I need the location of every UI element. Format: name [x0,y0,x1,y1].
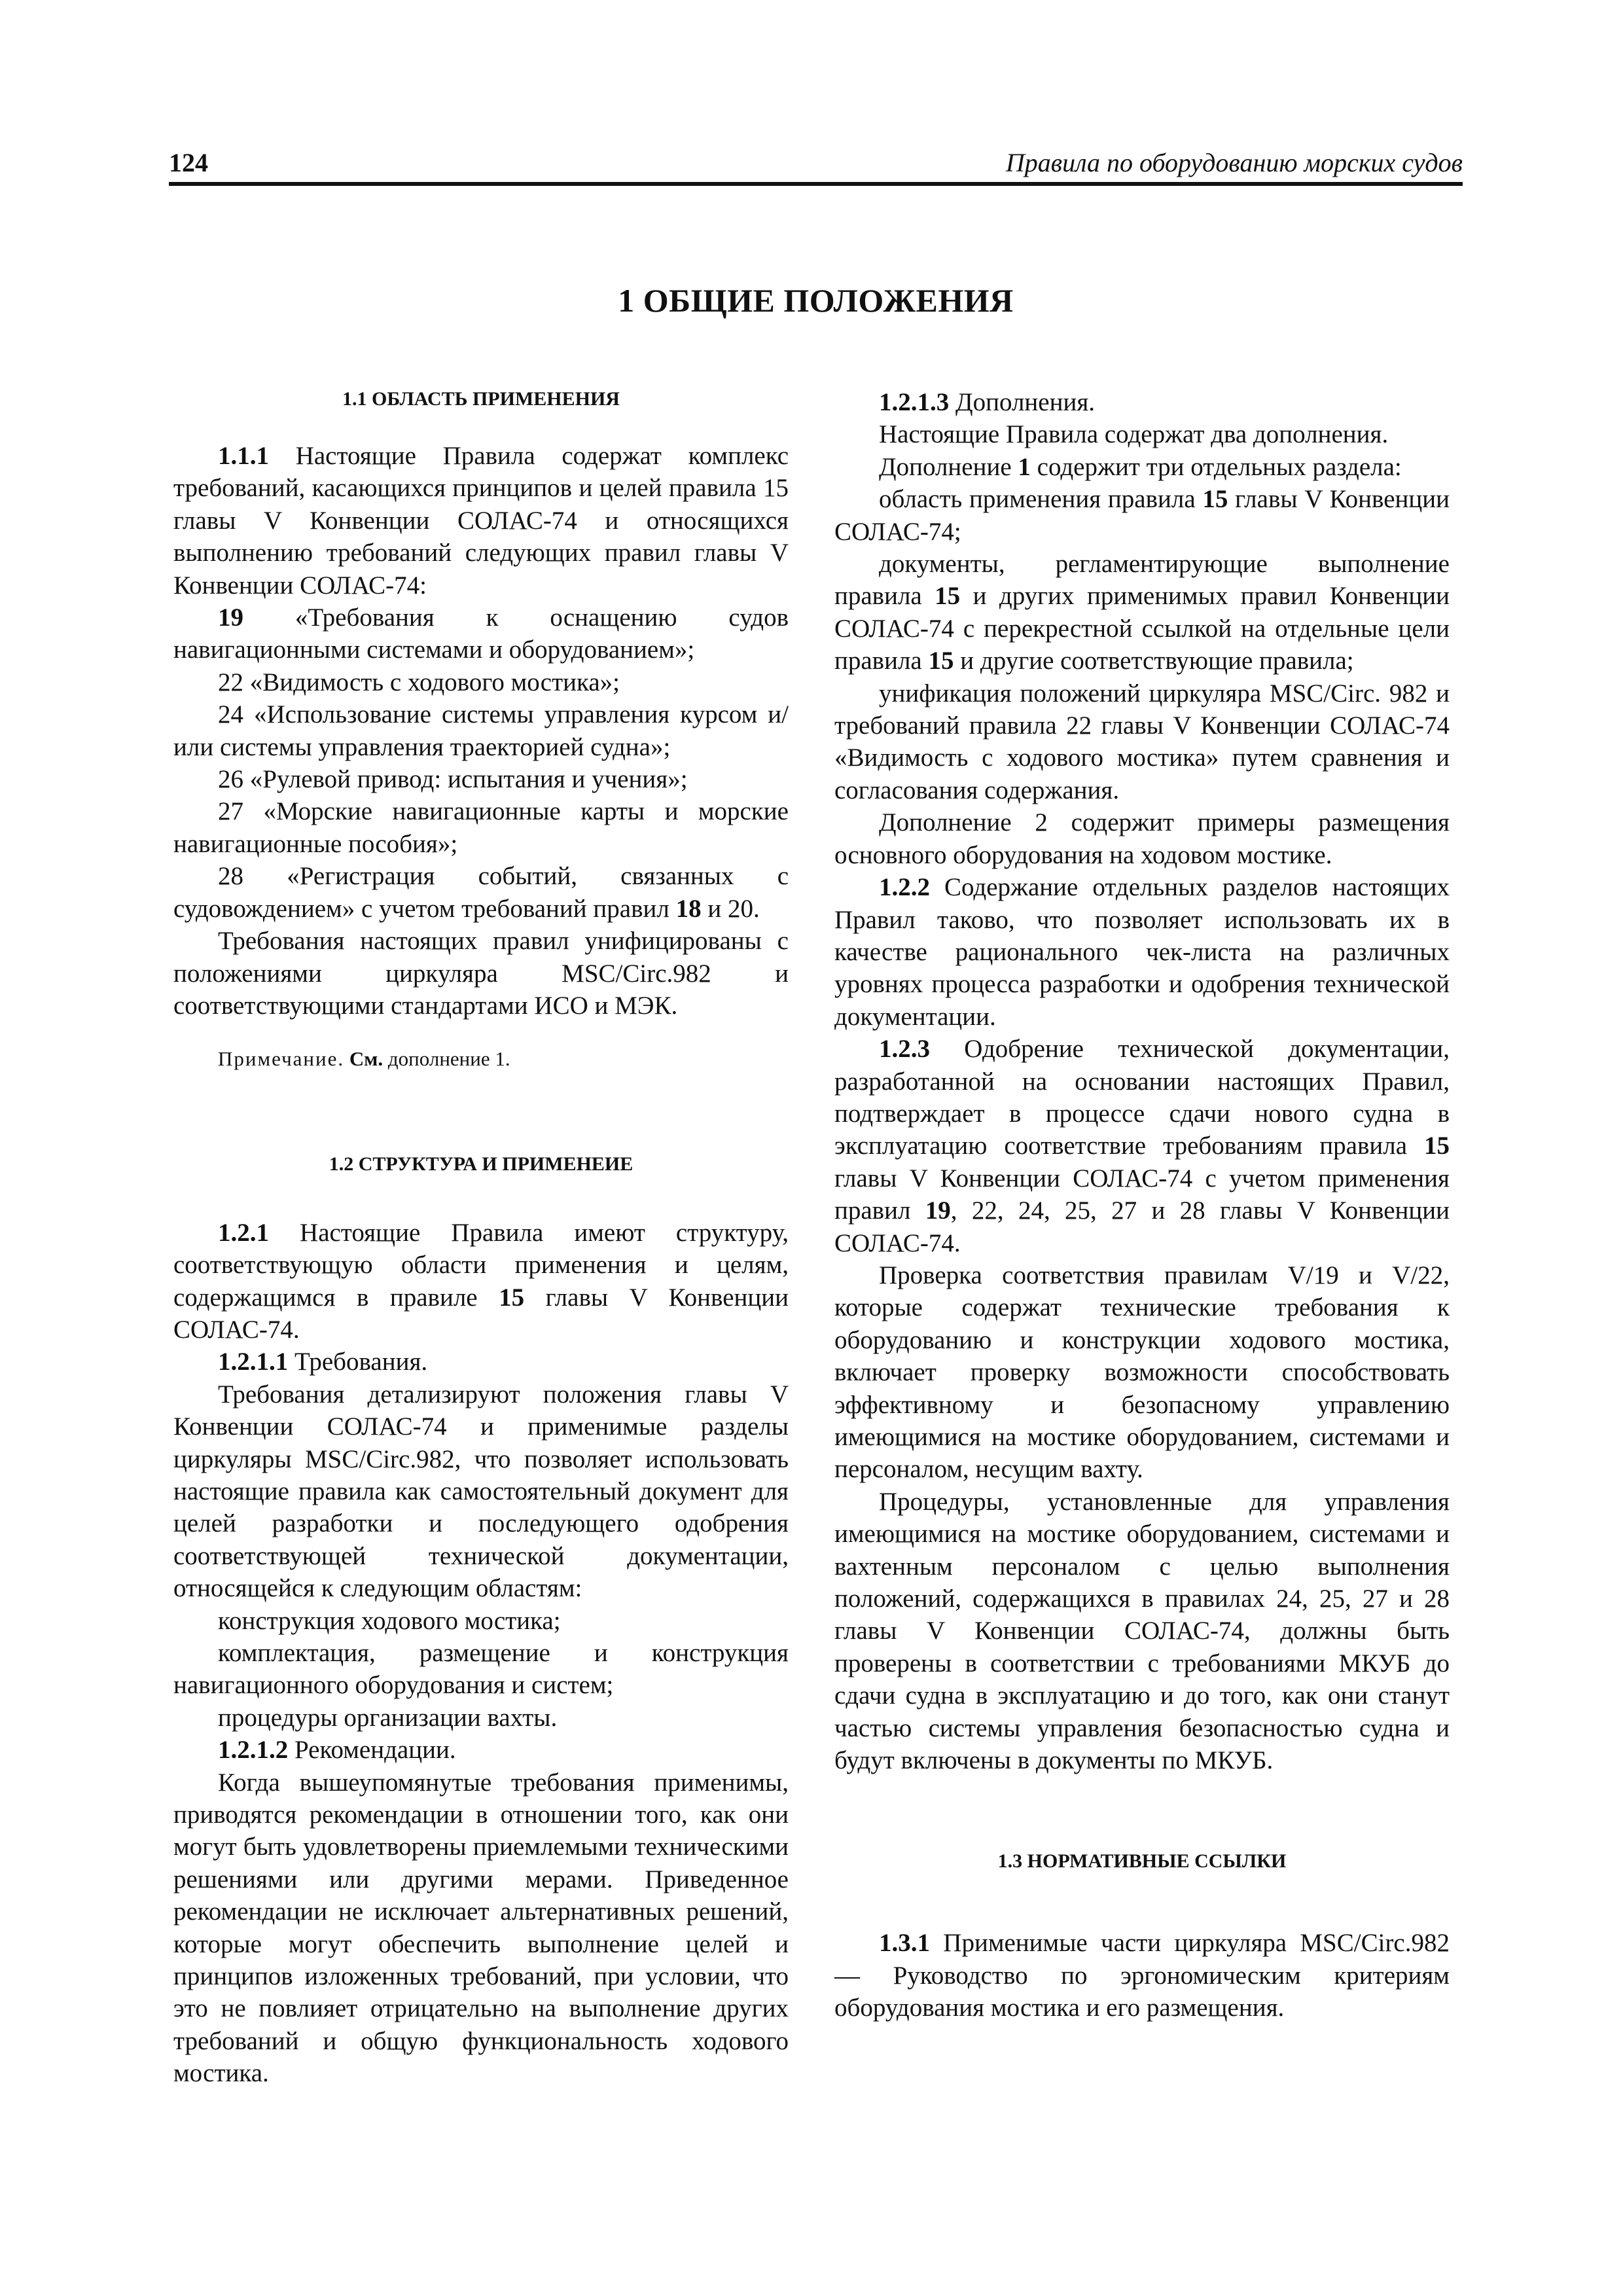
note: Примечание. См. дополнение 1. [218,1047,510,1071]
list-item-area-2: комплектация, размещение и конструкция навигационного оборудования и систем; [173,1639,789,1700]
section-title-1-1: 1.1 ОБЛАСТЬ ПРИМЕНЕНИЯ [342,388,620,410]
page-number: 124 [169,148,208,177]
section-title-1-2: 1.2 СТРУКТУРА И ПРИМЕНЕИЕ [329,1153,633,1175]
paragraph-1-2-1-3: 1.2.1.3 Дополнения. [879,388,1096,416]
list-item-rule-22: 22 «Видимость с ходового мостика»; [218,668,620,696]
paragraph-1-2-1-1: 1.2.1.1 Требования. [218,1348,428,1376]
chapter-title: 1 ОБЩИЕ ПОЛОЖЕНИЯ [618,282,1014,319]
left-column [173,386,789,2090]
paragraph-supplement-1: Дополнение 1 содержит три отдельных раздела: [879,452,1402,481]
list-item-area-1: конструкция ходового мостика; [218,1606,561,1635]
paragraph-unification: Требования настоящих правил унифицированы с положениями циркуляра MSC/Circ.982 и соответствующими стандартами ИСО и МЭК. [173,927,789,1020]
list-item-scope: область применения правила 15 главы V Конвенции СОЛАС-74; [834,485,1450,546]
list-item-rule-19: 19 «Требования к оснащению судов навигационными системами и оборудованием»; [173,603,789,664]
list-item-documents: документы, регламентирующие выполнение правила 15 и других применимых правил Конвенции СОЛАС-74 с перекрестной ссылкой на отдельные цели правила 15 и другие соответствующие правила; [834,550,1450,675]
paragraph-recommendations: Когда вышеупомянутые требования применимы, приводятся рекомендации в отношении того, как они могут быть удовлетворены приемлемыми техническими решениями или другими мерами. Приведенное рекомендации не исключает альтернативных решений, которые могут обеспечить выполнение целей и принципов изложенных требований, при условии, что это не повлияет отрицательно на выполнение других требований и общую функциональность ходового мостика. [173,1768,789,2088]
list-item-rule-26: 26 «Рулевой привод: испытания и учения»; [218,765,688,794]
list-item-unification: унификация положений циркуляра MSC/Circ. 982 и требований правила 22 главы V Конвенции СОЛАС-74 «Видимость с ходового мостика» путем сравнения и согласования содержания. [834,679,1450,804]
paragraph-1-2-1-2: 1.2.1.2 Рекомендации. [218,1736,456,1765]
paragraph-1-1-1: 1.1.1 Настоящие Правила содержат комплекс требований, касающихся принципов и целей правила 15 главы V Конвенции СОЛАС-74 и относящихся выполнению требований следующих правил главы V Конвенции СОЛАС-74: [173,442,789,600]
list-item-rule-28: 28 «Регистрация событий, связанных с судовождением» с учетом требований правил 18 и 20. [173,862,789,923]
clause-number: 1.1.1 [218,442,269,470]
paragraph-procedures: Процедуры, установленные для управления имеющимися на мостике оборудованием, системами и вахтенным персоналом с целью выполнения положений, содержащихся в правилах 24, 25, 27 и 28 главы V Конвенции СОЛАС-74, должны быть проверены в соответствии с требованиями МКУБ до сдачи судна в эксплуатацию и до того, как они станут частью системы управления безопасностью судна и будут включены в документы по МКУБ. [834,1487,1450,1775]
paragraph-two-supplements: Настоящие Правила содержат два дополнения. [879,420,1389,449]
paragraph-1-2-2: 1.2.2 Содержание отдельных разделов настоящих Правил таково, что позволяет использовать их в качестве рационального чек-листа на различных уровнях процесса разработки и одобрения технической документации. [834,873,1450,1031]
list-item-rule-27: 27 «Морские навигационные карты и морские навигационные пособия»; [173,797,789,858]
paragraph-requirements: Требования детализируют положения главы V Конвенции СОЛАС-74 и применимые разделы циркуляры MSC/Circ.982, что позволяет использовать настоящие правила как самостоятельный документ для целей разработки и последующего одобрения соответствующей технической документации, относящейся к следующим областям: [173,1380,789,1603]
running-title: Правила по оборудованию морских судов [1005,148,1463,177]
paragraph-1-2-1: 1.2.1 Настоящие Правила имеют структуру, соответствующую области применения и целям, содержащимся в правиле 15 главы V Конвенции СОЛАС-74. [173,1218,789,1344]
paragraph-1-3-1: 1.3.1 Применимые части циркуляра MSC/Circ.982 — Руководство по эргономическим критериям оборудования мостика и его размещения. [834,1929,1450,2022]
right-column [834,386,1450,2024]
paragraph-supplement-2: Дополнение 2 содержит примеры размещения основного оборудования на ходовом мостике. [834,808,1450,869]
list-item-area-3: процедуры организации вахты. [218,1703,558,1732]
paragraph-1-2-3: 1.2.3 Одобрение технической документации, разработанной на основании настоящих Правил, подтверждает в процессе сдачи нового судна в эксплуатацию соответствие требованиям правила 15 главы V Конвенции СОЛАС-74 с учетом применения правил 19, 22, 24, 25, 27 и 28 главы V Конвенции СОЛАС-74. [834,1035,1450,1257]
list-item-rule-24: 24 «Использование системы управления курсом и/или системы управления траекторией судна»; [173,700,789,761]
paragraph-verification: Проверка соответствия правилам V/19 и V/22, которые содержат технические требования к оборудованию и конструкции ходового мостика, включает проверку возможности способствовать эффективному и безопасному управлению имеющимися на мостике оборудованием, системами и персоналом, несущим вахту. [834,1261,1450,1484]
page-header [169,145,1463,186]
section-title-1-3: 1.3 НОРМАТИВНЫЕ ССЫЛКИ [997,1850,1287,1873]
